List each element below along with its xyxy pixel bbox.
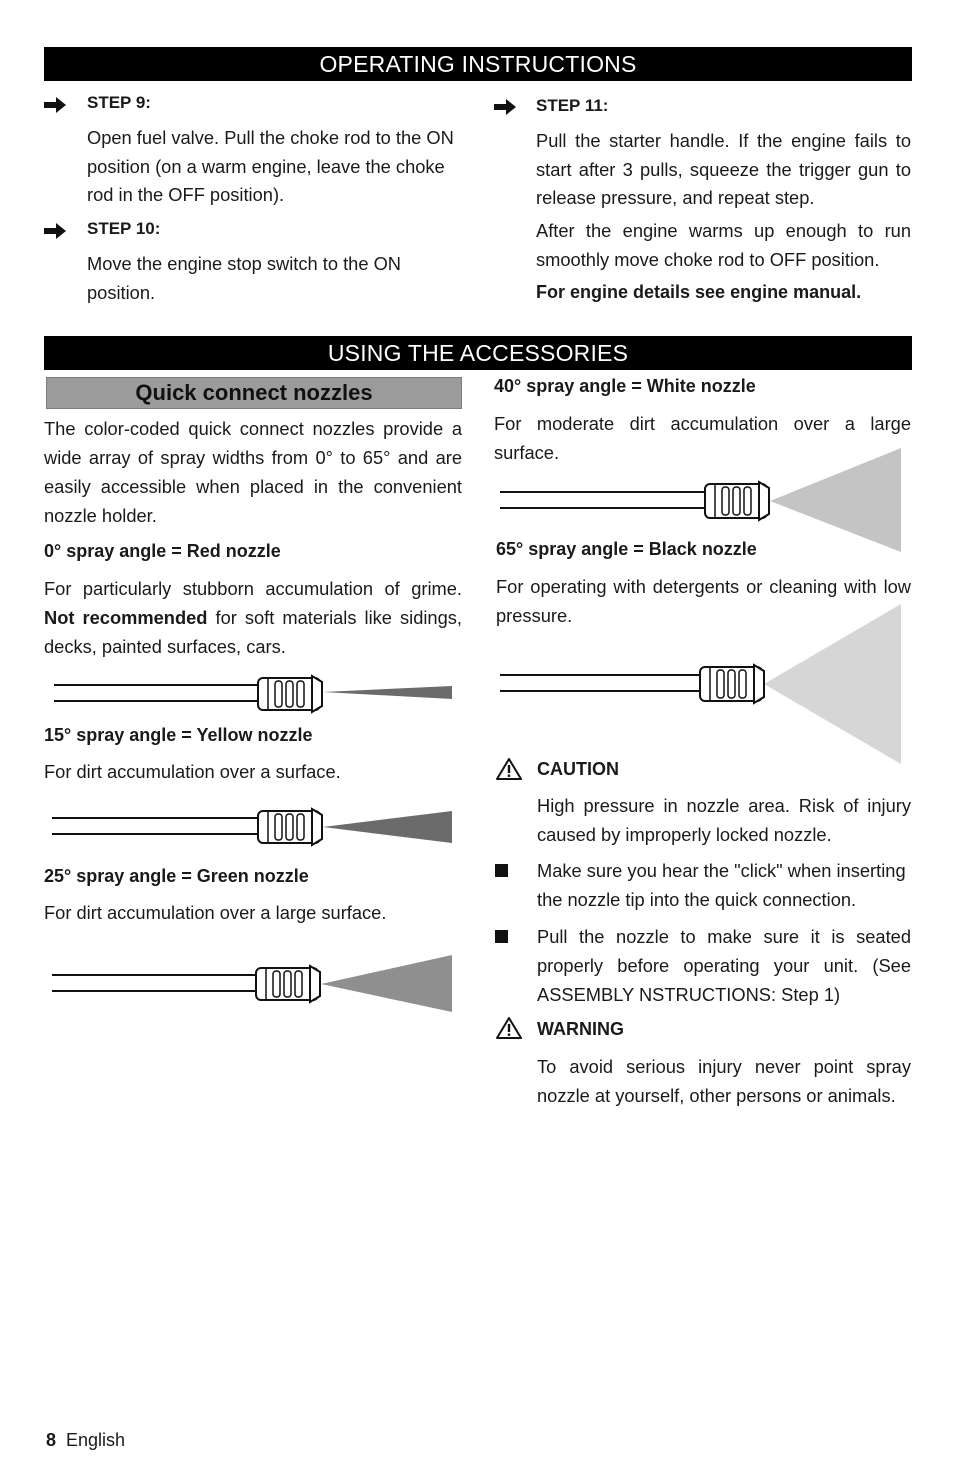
step10-heading: STEP 10: [87,219,161,238]
caution-bullet-2: Pull the nozzle to make sure it is seated properly before operating your unit. (See ASSEMBLY NSTRUCTIONS: Step 1) [537,926,911,1005]
nozzle-40-heading: 40° spray angle = White nozzle [494,376,756,396]
nozzle-25-heading: 25° spray angle = Green nozzle [44,866,309,886]
arrow-right-icon [492,97,518,117]
page-number: 8 [46,1430,57,1450]
arrow-right-icon [42,221,68,241]
bullet-square-icon [495,864,508,877]
page-footer [46,1430,125,1451]
nozzle-0-heading: 0° spray angle = Red nozzle [44,541,281,561]
nozzles-intro: The color-coded quick connect nozzles provide a wide array of spray widths from 0° to 65° and are easily accessible when placed in the convenient nozzle holder. [44,418,462,526]
warning-text: To avoid serious injury never point spray nozzle at yourself, other persons or animals. [537,1056,911,1106]
nozzle-0-illustration [50,670,455,718]
caution-text: High pressure in nozzle area. Risk of injury caused by improperly locked nozzle. [537,795,911,845]
step11-text1: Pull the starter handle. If the engine fails to start after 3 pulls, squeeze the trigger gun to release pressure, and repeat step. [536,130,911,208]
step11-text3: For engine details see engine manual. [536,282,862,302]
step10-text: Move the engine stop switch to the ON position. [87,253,401,303]
caution-label: CAUTION [537,759,619,779]
nozzle-0-text: For particularly stubborn accumulation of grime. Not recommended for soft materials like sidings, decks, painted surfaces, cars. [44,578,462,657]
nozzle-15-heading: 15° spray angle = Yellow nozzle [44,725,313,745]
nozzle-65-text: For operating with detergents or cleaning with low pressure. [496,576,911,626]
caution-bullet-1: Make sure you hear the "click" when inserting the nozzle tip into the quick connection. [537,860,906,910]
section-title-using-accessories: USING THE ACCESSORIES [44,336,912,370]
step11-heading: STEP 11: [536,96,609,115]
footer-language: English [66,1430,126,1450]
warning-label: WARNING [537,1019,624,1039]
arrow-right-icon [42,95,68,115]
nozzle-40-illustration [498,446,904,554]
subheading-quick-connect-nozzles: Quick connect nozzles [46,377,462,409]
warning-triangle-icon [495,757,523,781]
step9-text: Open fuel valve. Pull the choke rod to the ON position (on a warm engine, leave the choke rod in the OFF position). [87,127,454,205]
nozzle-25-text: For dirt accumulation over a large surface. [44,902,387,923]
nozzle-15-illustration [50,803,455,851]
nozzle-15-text: For dirt accumulation over a surface. [44,761,341,782]
nozzle-65-heading: 65° spray angle = Black nozzle [496,539,757,559]
bullet-square-icon [495,930,508,943]
step9-heading: STEP 9: [87,93,151,112]
step11-text2: After the engine warms up enough to run smoothly move choke rod to OFF position. [536,220,911,270]
warning-triangle-icon [495,1016,523,1040]
nozzle-40-text: For moderate dirt accumulation over a large surface. [494,413,911,463]
nozzle-25-illustration [50,950,455,1016]
section-title-operating-instructions: OPERATING INSTRUCTIONS [44,47,912,81]
nozzle-65-illustration [498,602,904,766]
